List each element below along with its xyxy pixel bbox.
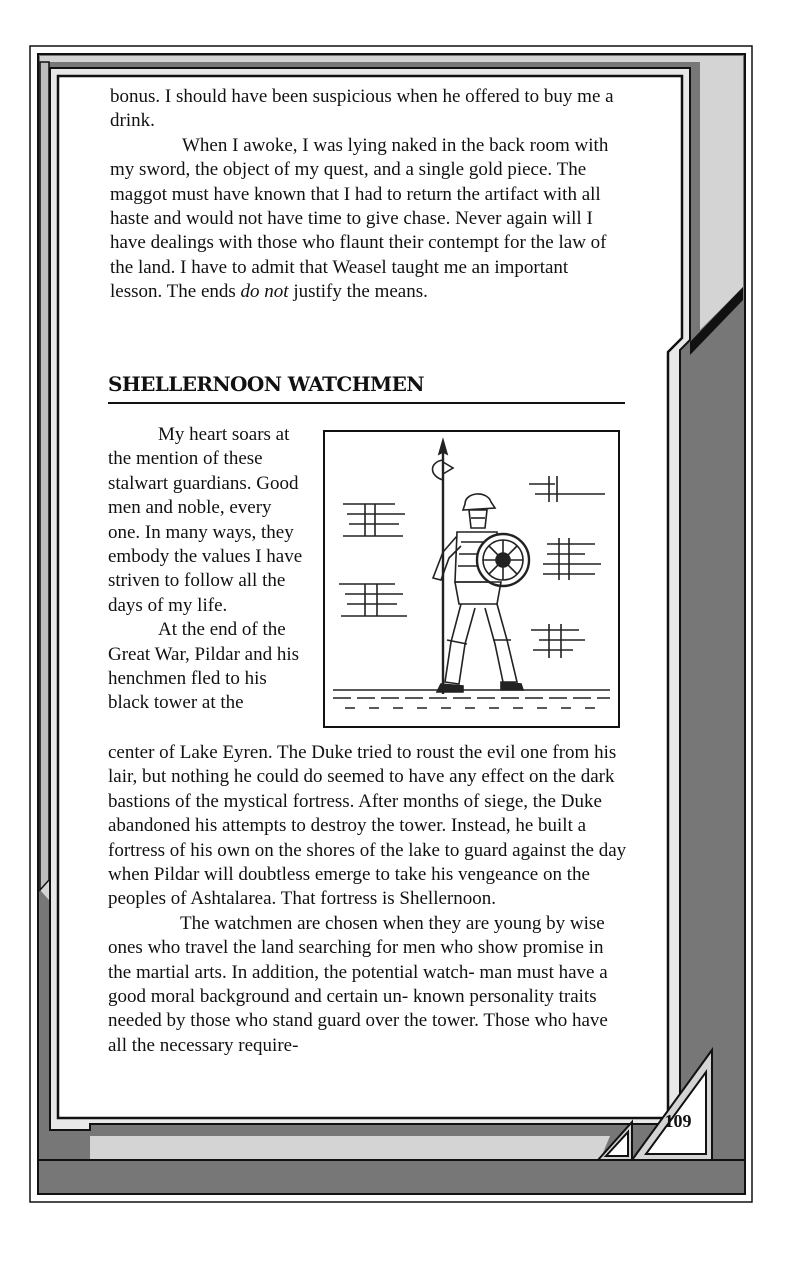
paragraph-heart-soars: My heart soars at the mention of these stalwart guardians. Good men and noble, every one. In many ways, they embody the values I have striven to follow all the days of my life.	[108, 424, 303, 616]
paragraph-lake-eyren: center of Lake Eyren. The Duke tried to roust the evil one from his lair, but nothing he could do seemed to have any effect on the dark bastions of the mystical fortress. After months of siege, the Duke abandoned his attempts to destroy the tower. Instead, he built a fortress of his own on the shores of the lake to guard against the day when Pildar will doubtless emerge to take his vengeance on the peoples of Ashtalarea. That fortress is Shellernoon.	[108, 742, 627, 910]
top-text-block	[110, 85, 620, 305]
paragraph-watchmen-chosen: The watchmen are chosen when they are young by wise ones who travel the land searching for men who show promise in the martial arts. In addition, the potential watch- man must have a good moral background and certain un- known personality traits needed by those who stand guard over the tower. Those who have all the necessary require-	[108, 912, 608, 1056]
wrapped-text-block	[108, 423, 304, 716]
heading-rule	[108, 402, 625, 404]
section-heading: SHELLERNOON WATCHMEN	[108, 372, 424, 396]
emphasis-text: do not	[240, 281, 289, 303]
paragraph-text: When I awoke, I was lying naked in the back room with my sword, the object of my quest, and a single gold piece. The maggot must have known that I had to return the artifact with all haste and would not have time to give chase. Never again will I have dealings with those who flaunt their contempt for the law of the land. I have to admit that Weasel taught me an important lesson. The ends	[110, 134, 609, 303]
paragraph-great-war: At the end of the Great War, Pildar and his henchmen fled to his black tower at the	[108, 619, 300, 714]
paragraph-text-end: justify the means.	[288, 281, 428, 303]
watchman-illustration	[323, 430, 620, 728]
page-number: 109	[664, 1111, 692, 1131]
watchman-drawing	[325, 432, 618, 726]
paragraph-awoke	[110, 134, 620, 305]
paragraph-continuation: bonus. I should have been suspicious when he offered to buy me a drink.	[110, 86, 614, 132]
full-width-text-block	[108, 741, 628, 1058]
